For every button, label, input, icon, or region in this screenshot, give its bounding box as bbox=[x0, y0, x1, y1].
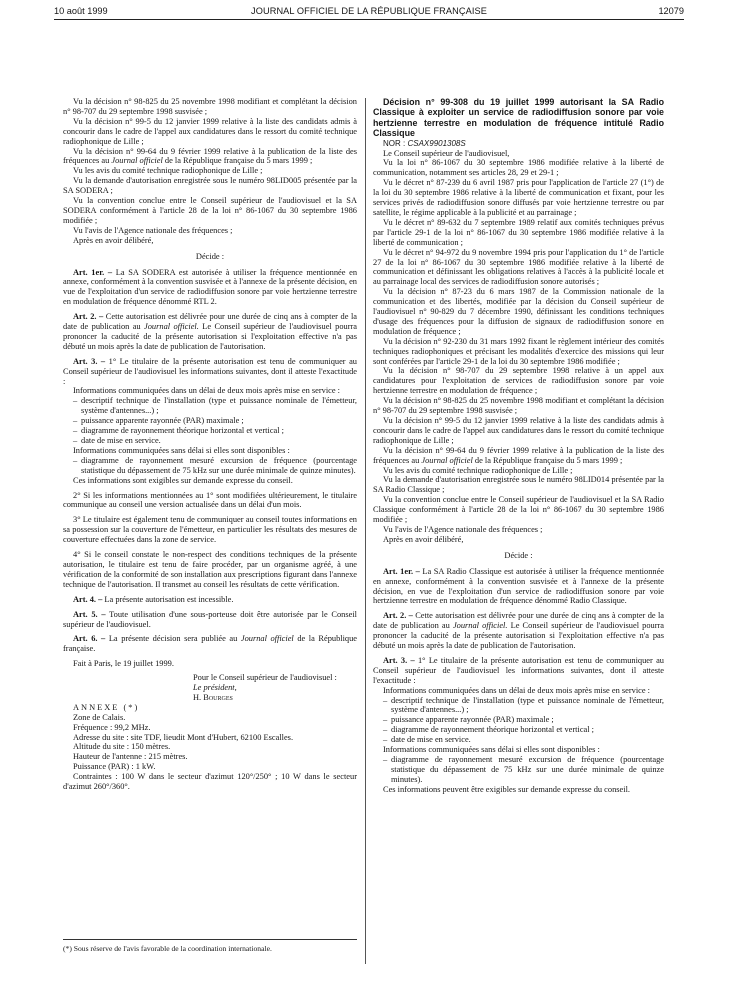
visa: Vu la demande d'autorisation enregistrée sous le numéro 98LID005 présentée par la SA SODERA ; bbox=[63, 176, 357, 196]
visa: Vu la décision n° 98-707 du 29 septembre 1998 relative à un appel aux candidatures pour l'exploitation de services de radiodiffusion sonore par voie hertzienne terrestre en modulation de fréquence ; bbox=[373, 366, 664, 396]
visa: Vu le décret n° 89-632 du 7 septembre 1989 relatif aux comités techniques prévus par l'article 29-1 de la loi n° 86-1067 du 30 septembre 1986 modifiée relative à la liberté de communication ; bbox=[373, 217, 664, 247]
signature-role: Le président, bbox=[193, 683, 237, 693]
decision-title: Décision n° 99-308 du 19 juillet 1999 autorisant la SA Radio Classique à exploiter un service de radiodiffusion sonore par voie hertzienne terrestre en modulation de fréquence intitulé Radio Classique bbox=[373, 97, 664, 139]
list-item: – puissance apparente rayonnée (PAR) maximale ; bbox=[383, 715, 664, 725]
list-item: – puissance apparente rayonnée (PAR) maximale ; bbox=[73, 416, 357, 426]
visa: Vu le décret n° 87-239 du 6 avril 1987 pris pour l'application de l'article 27 (1°) de la loi du 30 septembre 1986 relative à la liberté de communication et fixant, pour les services privés de radiodiffusion sonore diffusés par voie hertzienne terrestre ou par satellite, le régime applicable à la publicité et au parrainage ; bbox=[373, 178, 664, 217]
info-no-delay: Informations communiquées sans délai si elles sont disponibles : bbox=[73, 445, 290, 455]
visa: Vu la demande d'autorisation enregistrée sous le numéro 98LID014 présentée par la SA Radio Classique ; bbox=[373, 475, 664, 495]
annex-title: ANNEXE (*) bbox=[73, 702, 140, 712]
info-demand: Ces informations peuvent être exigibles sur demande expresse du conseil. bbox=[383, 784, 630, 794]
annex-line: Hauteur de l'antenne : 215 mètres. bbox=[73, 752, 188, 762]
visa: Vu la décision n° 98-825 du 25 novembre 1998 modifiant et complétant la décision n° 98-707 du 29 septembre 1998 susvisée ; bbox=[373, 396, 664, 416]
visa: Vu le décret n° 94-972 du 9 novembre 1994 pris pour l'application du 1° de l'article 27 de la loi n° 86-1067 du 30 septembre 1986 modifiée relative à la liberté de communication et définissant les obligations relatives à l'accès à la publicité locale et au parrainage local des services de radiodiffusion sonore autorisés ; bbox=[373, 247, 664, 287]
article-3: Art. 3. – 1° Le titulaire de la présente autorisation est tenu de communiquer au Conseil supérieur de l'audiovisuel les informations suivantes, dont il atteste l'exactitude : bbox=[63, 356, 357, 386]
decide-heading: Décide : bbox=[195, 251, 225, 261]
visa: Après en avoir délibéré, bbox=[383, 534, 464, 544]
header-rule bbox=[54, 19, 684, 20]
visa: Vu l'avis de l'Agence nationale des fréquences ; bbox=[73, 225, 233, 235]
intro: Le Conseil supérieur de l'audiovisuel, bbox=[383, 148, 510, 158]
paragraph-2: 2° Si les informations mentionnées au 1° sont modifiées ultérieurement, le titulaire communique au conseil une version actualisée dans un délai d'un mois. bbox=[63, 490, 357, 510]
page-header bbox=[54, 4, 684, 20]
annex-line: Adresse du site : site TDF, lieudit Mont d'Hubert, 62100 Escalles. bbox=[73, 732, 294, 742]
annex-content bbox=[63, 713, 357, 792]
signature-for: Pour le Conseil supérieur de l'audiovisuel : bbox=[193, 673, 337, 683]
decide-heading: Décide : bbox=[504, 550, 533, 560]
done-at: Fait à Paris, le 19 juillet 1999. bbox=[73, 659, 174, 669]
article-3: Art. 3. – 1° Le titulaire de la présente autorisation est tenu de communiquer au Conseil supérieur de l'audiovisuel les informations suivantes, dont il atteste l'exactitude : bbox=[373, 655, 664, 685]
article-4: Art. 4. – La présente autorisation est incessible. bbox=[73, 594, 234, 604]
list-two-months bbox=[63, 396, 357, 446]
right-column bbox=[373, 97, 664, 795]
article-2: Art. 2. – Cette autorisation est délivrée pour une durée de cinq ans à compter de la date de publication au Journal officiel. Le Conseil supérieur de l'audiovisuel pourra prononcer la caducité de la présente autorisation si l'exploitation effective n'a pas débuté un mois après la date de publication de l'autorisation. bbox=[373, 611, 664, 651]
info-no-delay: Informations communiquées sans délai si elles sont disponibles : bbox=[383, 745, 600, 755]
visa: Après en avoir délibéré, bbox=[73, 235, 154, 245]
list-item: – diagramme de rayonnement mesuré excursion de fréquence (pourcentage statistique du dépassement de 75 kHz sur une durée minimale de quinze minutes). bbox=[383, 755, 664, 785]
footnote-rule bbox=[63, 939, 357, 940]
visa: Vu l'avis de l'Agence nationale des fréquences ; bbox=[383, 524, 543, 534]
article-2: Art. 2. – Cette autorisation est délivrée pour une durée de cinq ans à compter de la date de publication au Journal officiel. Le Conseil supérieur de l'audiovisuel pourra prononcer la caducité de la présente autorisation si l'exploitation effective n'a pas débuté un mois après la date de publication de l'autorisation. bbox=[63, 312, 358, 351]
visa: Vu la convention conclue entre le Conseil supérieur de l'audiovisuel et la SA Radio Classique conformément à l'article 28 de la loi n° 86-1067 du 30 septembre 1986 modifiée ; bbox=[373, 495, 664, 525]
list-two-months bbox=[373, 696, 664, 746]
article-6: Art. 6. – La présente décision sera publiée au Journal officiel de la République française. bbox=[63, 634, 357, 654]
paragraph-4: 4° Si le conseil constate le non-respect des conditions techniques de la présente autorisation, le titulaire est tenu de faire procéder, par un organisme agréé, à une vérification de la conformité de son installation aux prescriptions figurant dans l'annexe technique de l'autorisation. Il transmet au conseil les résultats de cette vérification. bbox=[63, 550, 357, 589]
info-two-months: Informations communiquées dans un délai de deux mois après mise en service : bbox=[383, 685, 650, 695]
info-demand: Ces informations sont exigibles sur demande expresse du conseil. bbox=[73, 475, 293, 485]
visa: Vu la décision n° 92-230 du 31 mars 1992 fixant le règlement intérieur des comités techniques radiophoniques et précisant les modalités d'exercice des missions qui leur sont conférées par l'article 29-1 de la loi du 30 septembre 1986 modifiée ; bbox=[373, 336, 664, 366]
list-item: – diagramme de rayonnement théorique horizontal et vertical ; bbox=[73, 426, 357, 436]
list-item: – diagramme de rayonnement mesuré excursion de fréquence (pourcentage statistique du dépassement de 75 kHz sur une durée minimale de quinze minutes). bbox=[73, 456, 357, 476]
annex-line: Altitude du site : 150 mètres. bbox=[73, 742, 171, 752]
list-item: – descriptif technique de l'installation (type et puissance nominale de l'émetteur, système d'antennes...) ; bbox=[73, 396, 357, 416]
annex-line: Puissance (PAR) : 1 kW. bbox=[73, 762, 156, 772]
list-item: – date de mise en service. bbox=[383, 735, 664, 745]
list-no-delay bbox=[373, 755, 664, 785]
list-item: – descriptif technique de l'installation (type et puissance nominale de l'émetteur, système d'antennes...) ; bbox=[383, 696, 664, 716]
article-1: Art. 1er. – La SA SODERA est autorisée à utiliser la fréquence mentionnée en annexe, conformément à la convention susvisée et à l'annexe de la présente décision, en vue de l'exploitation d'un service de radiodiffusion sonore par voie hertzienne terrestre en modulation de fréquence dénommé RTL 2. bbox=[63, 267, 358, 307]
nor-reference: NOR : CSAX9901308S bbox=[383, 138, 466, 148]
article-5: Art. 5. – Toute utilisation d'une sous-porteuse doit être autorisée par le Conseil supérieur de l'audiovisuel. bbox=[63, 609, 358, 629]
header-journal-title: JOURNAL OFFICIEL DE LA RÉPUBLIQUE FRANÇAISE bbox=[251, 6, 487, 16]
visa: Vu la convention conclue entre le Conseil supérieur de l'audiovisuel et la SA SODERA conformément à l'article 28 de la loi n° 86-1067 du 30 septembre 1986 modifiée ; bbox=[63, 196, 357, 225]
paragraph-3: 3° Le titulaire est également tenu de communiquer au conseil toutes informations en sa possession sur la couverture de l'émetteur, en particulier les résultats des mesures de couverture effectuées dans la zone de service. bbox=[63, 515, 357, 545]
visa: Vu la décision n° 99-64 du 9 février 1999 relative à la publication de la liste des fréquences au Journal officiel de la République française du 5 mars 1999 ; bbox=[63, 146, 357, 166]
annex-line: Fréquence : 99,2 MHz. bbox=[73, 722, 151, 732]
info-two-months: Informations communiquées dans un délai de deux mois après mise en service : bbox=[73, 386, 340, 396]
header-date: 10 août 1999 bbox=[54, 6, 108, 16]
visa: Vu les avis du comité technique radiophonique de Lille ; bbox=[73, 166, 263, 176]
header-page-number: 12079 bbox=[658, 6, 684, 16]
visa: Vu la loi n° 86-1067 du 30 septembre 1986 modifiée relative à la liberté de communication, notamment ses articles 28, 29 et 29-1 ; bbox=[373, 158, 664, 178]
list-item: – date de mise en service. bbox=[73, 436, 357, 446]
annex-line: Zone de Calais. bbox=[73, 712, 126, 722]
left-column bbox=[63, 97, 357, 792]
footnote: (*) Sous réserve de l'avis favorable de la coordination internationale. bbox=[63, 944, 272, 953]
visa: Vu les avis du comité technique radiophonique de Lille ; bbox=[383, 465, 573, 475]
visa: Vu la décision n° 99-5 du 12 janvier 1999 relative à la liste des candidats admis à concourir dans le cadre de l'appel aux candidatures dans le ressort du comité technique radiophonique de Lille ; bbox=[373, 416, 664, 445]
visa: Vu la décision n° 98-825 du 25 novembre 1998 modifiant et complétant la décision n° 98-707 du 29 septembre 1998 susvisée ; bbox=[63, 97, 357, 116]
visa: Vu la décision n° 99-5 du 12 janvier 1999 relative à la liste des candidats admis à concourir dans le cadre de l'appel aux candidatures dans le ressort du comité technique radiophonique de Lille ; bbox=[63, 116, 357, 146]
column-divider bbox=[365, 98, 366, 964]
visa: Vu la décision n° 87-23 du 6 mars 1987 de la Commission nationale de la communication et des libertés, modifiée par la décision du Conseil supérieur de l'audiovisuel n° 90-829 du 7 décembre 1990, définissant les conditions techniques d'usage des fréquences pour la diffusion de signaux de radiodiffusion sonore en modulation de fréquence ; bbox=[373, 287, 664, 336]
list-item: – diagramme de rayonnement théorique horizontal et vertical ; bbox=[383, 725, 664, 735]
signature-name: H. Bourges bbox=[193, 692, 233, 702]
visa: Vu la décision n° 99-64 du 9 février 1999 relative à la publication de la liste des fréquences au Journal officiel de la République française du 5 mars 1999 ; bbox=[373, 445, 664, 465]
signature-block bbox=[63, 673, 357, 703]
list-no-delay bbox=[63, 456, 357, 476]
annex-line: Contraintes : 100 W dans le secteur d'azimut 120°/250° ; 10 W dans le secteur d'azimut 260°/360°. bbox=[63, 772, 357, 792]
article-1: Art. 1er. – La SA Radio Classique est autorisée à utiliser la fréquence mentionnée en annexe, conformément à la convention susvisée et à l'annexe de la présente décision, en vue de l'exploitation d'un service de radiodiffusion sonore par voie hertzienne terrestre en modulation de fréquence dénommé Radio Classique. bbox=[373, 566, 665, 606]
